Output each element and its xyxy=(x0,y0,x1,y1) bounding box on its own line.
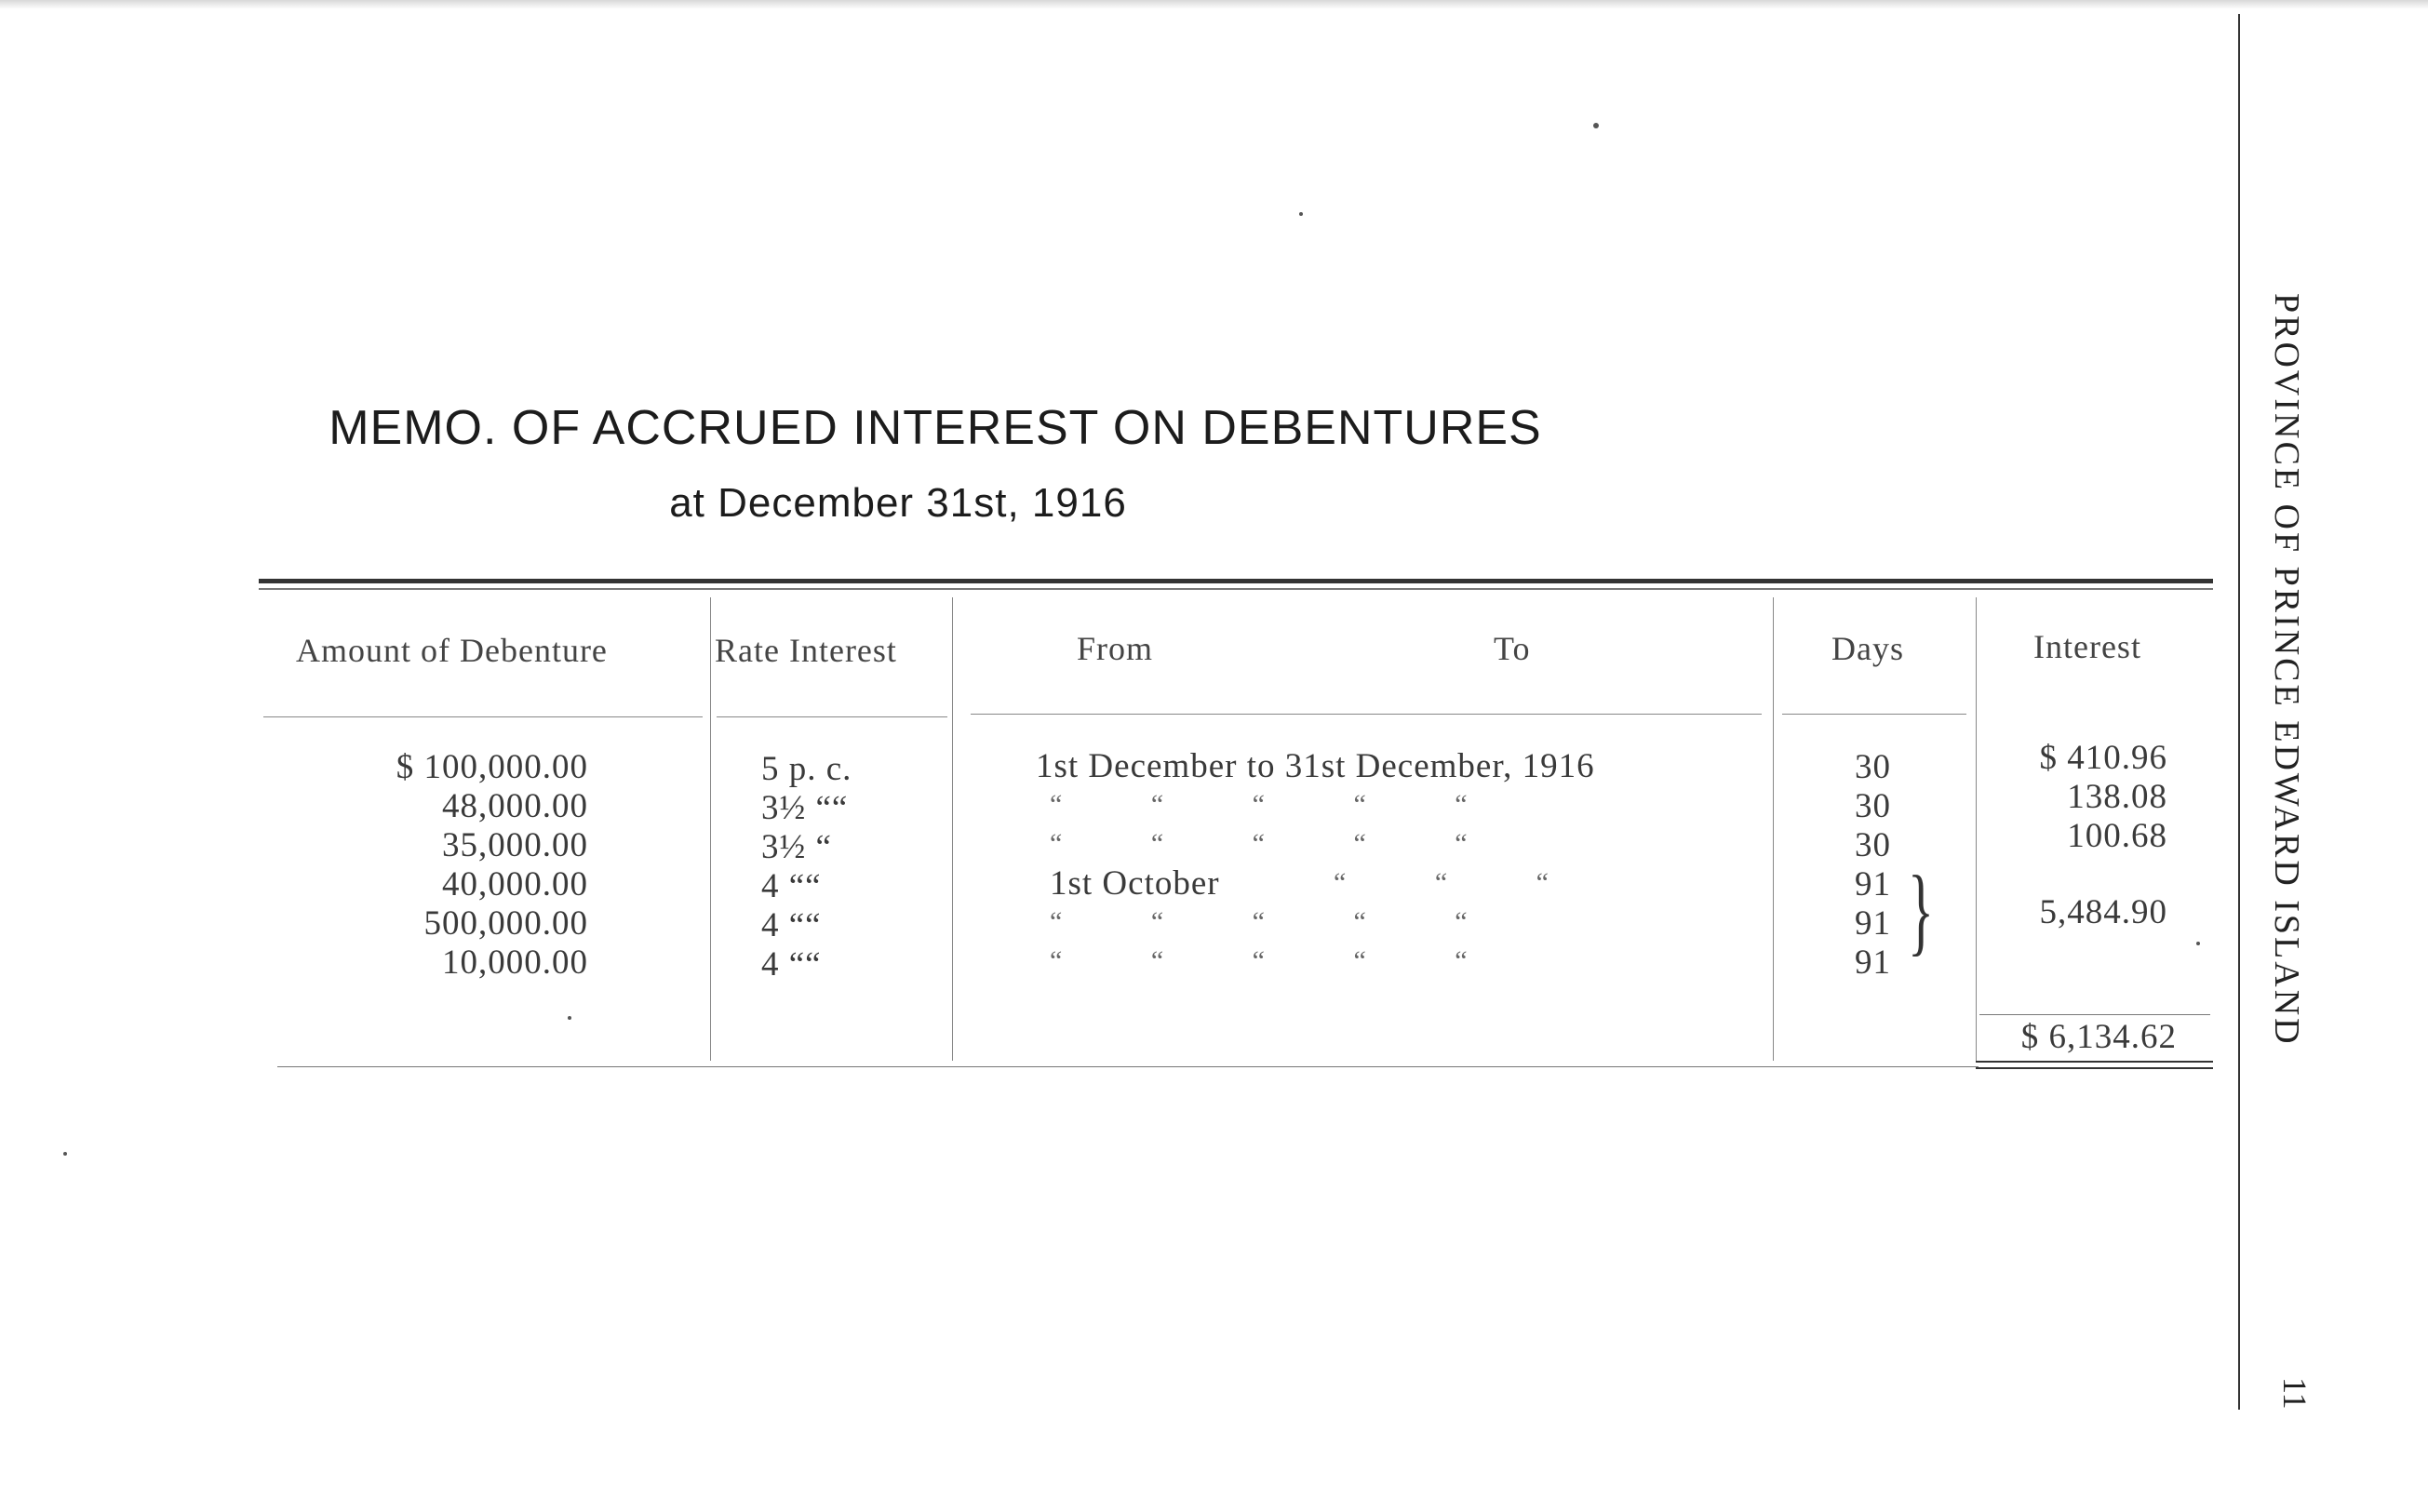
scan-speck xyxy=(1593,123,1599,128)
page-edge-rule xyxy=(2238,14,2240,1410)
header-interest: Interest xyxy=(2033,628,2141,665)
header-from: From xyxy=(1077,630,1154,667)
period-cell: 1st October xyxy=(1050,864,1220,903)
days-cell: 91 xyxy=(1855,904,1891,943)
interest-cell: 138.08 xyxy=(2067,778,2167,816)
table-bottom-rule xyxy=(277,1066,1979,1067)
rate-cell: 3½ ““ xyxy=(761,789,849,827)
amount-cell: 48,000.00 xyxy=(442,787,588,825)
interest-cell: 100.68 xyxy=(2067,817,2167,855)
header-to: To xyxy=(1494,630,1531,667)
page-title: MEMO. OF ACCRUED INTEREST ON DEBENTURES xyxy=(329,401,1542,455)
rate-cell: 4 ““ xyxy=(761,867,822,905)
header-underline xyxy=(263,716,703,717)
header-amount: Amount of Debenture xyxy=(296,632,608,669)
rate-cell: 3½ “ xyxy=(761,828,832,866)
interest-cell: 5,484.90 xyxy=(2039,893,2167,931)
days-cell: 91 xyxy=(1855,943,1891,982)
page-top-shadow xyxy=(0,0,2428,9)
amount-cell: 500,000.00 xyxy=(423,904,588,943)
rate-cell: 5 p. c. xyxy=(761,750,852,788)
header-underline xyxy=(971,714,1762,715)
interest-cell: $ 410.96 xyxy=(2039,739,2167,777)
period-ditto: “ “ “ xyxy=(1334,867,1549,898)
total-double-rule xyxy=(1976,1067,2213,1069)
table-top-rule-thick xyxy=(259,579,2213,583)
amount-cell: 10,000.00 xyxy=(442,943,588,982)
page-subtitle: at December 31st, 1916 xyxy=(669,480,1127,526)
table-top-rule-thin xyxy=(259,588,2213,590)
rate-cell: 4 ““ xyxy=(761,906,822,944)
period-ditto: “ “ “ “ “ xyxy=(1050,789,1468,820)
amount-cell: 35,000.00 xyxy=(442,826,588,864)
days-cell: 30 xyxy=(1855,787,1891,825)
scan-speck xyxy=(2196,942,2200,945)
total-double-rule xyxy=(1976,1061,2213,1063)
period-cell: 1st December to 31st December, 1916 xyxy=(1036,747,1595,785)
column-divider xyxy=(1976,597,1977,1061)
side-running-header: PROVINCE OF PRINCE EDWARD ISLAND xyxy=(2267,293,2306,1047)
scan-speck xyxy=(568,1016,571,1020)
amount-cell: 40,000.00 xyxy=(442,865,588,903)
days-cell: 91 xyxy=(1855,865,1891,903)
days-cell: 30 xyxy=(1855,748,1891,786)
header-underline xyxy=(1782,714,1966,715)
page-number: 11 xyxy=(2276,1377,2314,1410)
grouping-brace: } xyxy=(1908,856,1934,965)
header-underline xyxy=(717,716,947,717)
column-divider xyxy=(1773,597,1774,1061)
total-top-rule xyxy=(1979,1014,2210,1015)
period-ditto: “ “ “ “ “ xyxy=(1050,906,1468,937)
column-divider xyxy=(952,597,953,1061)
period-ditto: “ “ “ “ “ xyxy=(1050,945,1468,976)
days-cell: 30 xyxy=(1855,826,1891,864)
interest-total: $ 6,134.62 xyxy=(2020,1018,2177,1056)
column-divider xyxy=(710,597,711,1061)
rate-cell: 4 ““ xyxy=(761,945,822,983)
header-rate: Rate Interest xyxy=(715,632,897,669)
header-days: Days xyxy=(1831,630,1904,667)
period-ditto: “ “ “ “ “ xyxy=(1050,828,1468,859)
scan-speck xyxy=(1299,212,1303,216)
amount-cell: $ 100,000.00 xyxy=(396,748,588,786)
scan-speck xyxy=(63,1152,67,1156)
